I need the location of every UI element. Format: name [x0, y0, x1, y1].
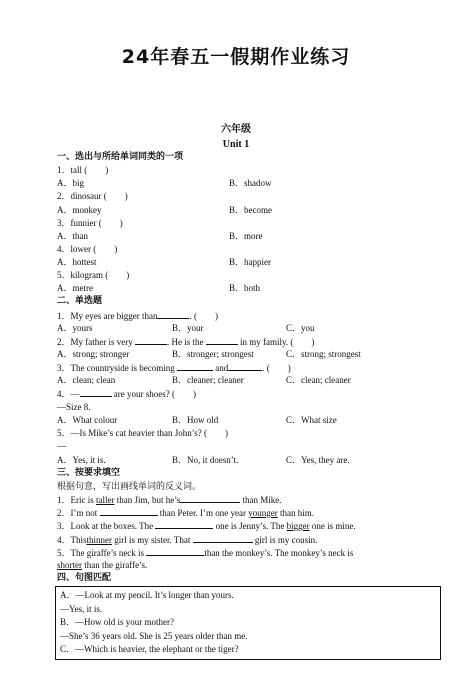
s2-q2-text-1: 2．My father is very [57, 337, 133, 347]
s2-q4-reply: —Size 8. [57, 402, 91, 412]
s1-q1-stem: 1．tall ( ) [57, 165, 109, 175]
answer-blank [228, 361, 262, 371]
s2-q5-option-c: C．Yes, they are. [286, 455, 350, 465]
section-4-heading: 四、句图匹配 [57, 573, 112, 583]
s3-q3 [57, 519, 356, 532]
page-title: 24年春五一假期作业练习 [121, 46, 351, 68]
s2-q4-stem [57, 387, 196, 400]
s3-q4-text-2: girl is my sister. That [114, 535, 191, 545]
s2-q1-stem [57, 309, 218, 322]
s3-q2-text-2: than Peter. I’m one year [159, 508, 246, 518]
dialogue-line: C．—Which is heavier, the elephant or the tiger? [60, 644, 239, 654]
s2-q3-text-2: and [215, 363, 229, 373]
s1-q1-option-a: A．big [57, 178, 85, 188]
answer-blank [146, 546, 204, 556]
s3-q4-text-1: 4．This [57, 535, 87, 545]
s2-q4-text-1: 4．— [57, 389, 80, 399]
underlined-word: bigger [286, 521, 310, 531]
s2-q1-text-1: 1．My eyes are bigger than [57, 311, 158, 321]
s3-q1 [57, 493, 282, 506]
answer-blank [193, 533, 253, 543]
s1-q1-option-b: B．shadow [229, 178, 272, 188]
s3-q1-text-2: than Jim, but he’s [116, 495, 181, 505]
answer-blank [80, 387, 112, 397]
s2-q4-option-a: A．What colour [57, 415, 118, 425]
s3-q4-text-3: girl is my cousin. [254, 535, 318, 545]
s1-q3-option-b: B．more [229, 231, 263, 241]
s2-q2-option-b: B．stronger; strongest [172, 349, 254, 359]
answer-blank [155, 519, 213, 529]
s3-q5-text-2: than the monkey’s. The monkey’s neck is [204, 548, 354, 558]
s1-q3-option-a: A．than [57, 231, 88, 241]
answer-blank [100, 506, 158, 516]
answer-blank [206, 335, 238, 345]
s2-q2-stem [57, 335, 314, 348]
s1-q4-option-a: A．hottest [57, 257, 97, 267]
answer-blank [135, 335, 167, 345]
s3-q1-text-3: than Mike. [242, 495, 282, 505]
s2-q3-text-3: . ( ) [262, 363, 291, 373]
s3-q1-text-1: 1．Eric is [57, 495, 94, 505]
grade-heading: 六年级 [221, 124, 251, 135]
dialogue-line: —Yes, it is. [60, 604, 103, 614]
s3-instruction: 根据句意，写出画线单词的反义词。 [57, 481, 202, 491]
section-2-heading: 二、单选题 [57, 296, 103, 306]
s3-q4 [57, 533, 317, 546]
s2-q2-option-c: C．strong; strongest [286, 349, 361, 359]
s3-q5-text-1: 5．The giraffe’s neck is [57, 548, 145, 558]
underlined-word: taller [96, 495, 115, 505]
s2-q3-text-1: 3．The countryside is becoming [57, 363, 175, 373]
s2-q5-dash: — [57, 441, 66, 451]
s2-q1-option-b: B．your [172, 323, 204, 333]
s2-q2-option-a: A．strong; stronger [57, 349, 130, 359]
answer-blank [177, 361, 213, 371]
answer-blank [180, 493, 240, 503]
s2-q3-stem [57, 361, 291, 374]
unit-heading: Unit 1 [222, 139, 250, 150]
s1-q4-stem: 4．lower ( ) [57, 244, 118, 254]
s2-q4-option-c: C．What size [286, 415, 337, 425]
s2-q4-text-2: are your shoes? ( ) [113, 389, 196, 399]
s2-q3-option-a: A．clean; clean [57, 375, 116, 385]
s2-q3-option-c: C．clean; cleaner [286, 375, 351, 385]
s1-q4-option-b: B．happier [229, 257, 271, 267]
s2-q1-option-a: A．yours [57, 323, 93, 333]
s2-q5-reply [57, 440, 66, 452]
s2-q2-text-2: . He is the [166, 337, 204, 347]
s1-q3-stem: 3．funnier ( ) [57, 218, 123, 228]
s3-q2 [57, 506, 314, 519]
s1-q2-stem: 2．dinosaur ( ) [57, 191, 128, 201]
s2-q2-text-3: in my family. ( ) [239, 337, 315, 347]
s2-q5-option-a: A．Yes, it is. [57, 455, 106, 465]
section-3-heading: 三、按要求填空 [57, 468, 121, 478]
s3-q3-text-2: one is Jenny’s. The [215, 521, 285, 531]
section-1-heading: 一、选出与所给单词同类的一项 [57, 152, 184, 162]
s3-q2-text-1: 2．I’m not [57, 508, 98, 518]
s2-q4-option-b: B．How old [172, 415, 219, 425]
s2-q5-option-b: B．No, it doesn’t. [172, 455, 239, 465]
s2-q5-stem: 5．—Is Mike’s cat heavier than John’s? ( ) [57, 428, 228, 438]
dialogue-line: —She’s 36 years old. She is 25 years older than me. [60, 631, 248, 641]
s3-q3-text-3: one is mine. [311, 521, 356, 531]
dialogue-line: A．—Look at my pencil. It’s longer than yours. [60, 590, 234, 600]
answer-blank [157, 309, 189, 319]
dialogue-box [55, 586, 441, 660]
s1-q5-stem: 5．kilogram ( ) [57, 270, 130, 280]
s2-q1-text-2: . ( ) [189, 311, 218, 321]
s1-q5-option-a: A．metre [57, 283, 93, 293]
s1-q5-option-b: B．both [229, 283, 261, 293]
s3-q5 [57, 546, 353, 559]
s1-q2-option-b: B．become [229, 205, 272, 215]
s3-q5-continued [57, 559, 147, 571]
underlined-word: shorter [57, 560, 82, 570]
underlined-word: younger [248, 508, 278, 518]
s2-q1-option-c: C．you [286, 323, 315, 333]
s3-q3-text-1: 3．Look at the boxes. The [57, 521, 154, 531]
s3-q2-text-3: than him. [279, 508, 314, 518]
s3-q5-text-3: than the giraffe’s. [84, 560, 148, 570]
underlined-word: thinner [86, 535, 113, 545]
dialogue-line: B．—How old is your mother? [60, 617, 174, 627]
s1-q2-option-a: A．monkey [57, 205, 102, 215]
s2-q3-option-b: B．cleaner; cleaner [172, 375, 244, 385]
